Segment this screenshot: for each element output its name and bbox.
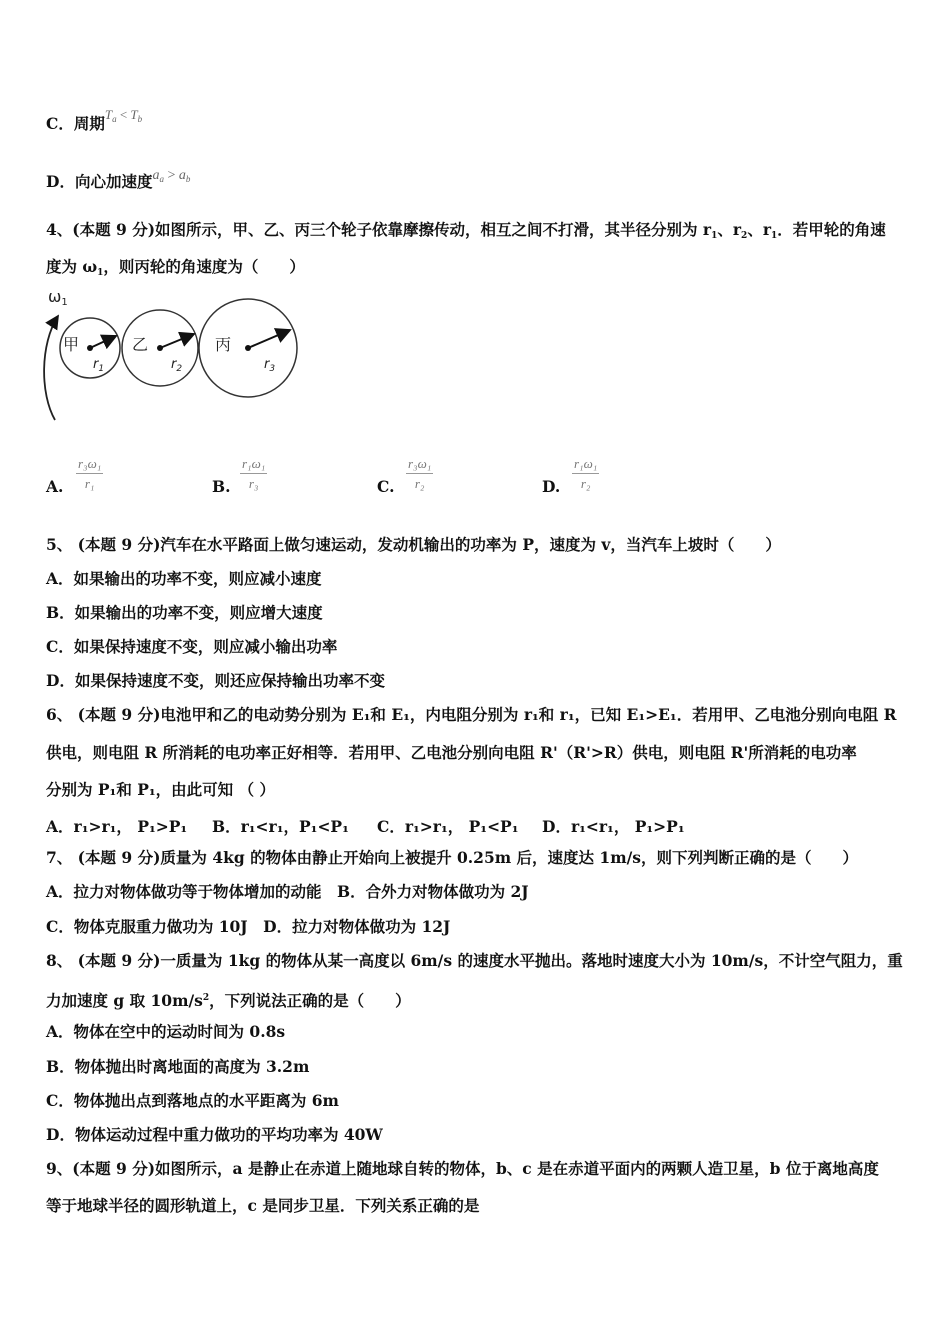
q8-stem-line2	[46, 988, 411, 1011]
q4-line1-tail2: 、r	[747, 220, 771, 239]
q8-stem-line1: 8、 (本题 9 分)一质量为 1kg 的物体从某一高度以 6m/s 的速度水平抛出。落地时速度大小为 10m/s，不计空气阻力，重	[46, 951, 903, 970]
q5-option-d: D．如果保持速度不变，则还应保持输出功率不变	[46, 671, 385, 690]
q4-option-b-den: r₃	[248, 476, 259, 491]
q4-sub3: 1	[770, 231, 778, 241]
q6-stem-line3: 分别为 P₁和 P₁，由此可知 （ ）	[46, 780, 275, 799]
q5-option-a: A．如果输出的功率不变，则应减小速度	[46, 569, 322, 588]
q3-option-d-math	[152, 168, 190, 183]
r1-label	[93, 357, 104, 374]
q7-options-cd: C．物体克服重力做功为 10J D．拉力对物体做功为 12J	[46, 917, 451, 936]
q8-option-a: A．物体在空中的运动时间为 0.8s	[46, 1022, 286, 1041]
q6-option-d: D．r₁<r₁， P₁>P₁	[542, 817, 685, 836]
q4-option-c-label: C.	[377, 477, 395, 496]
q6-option-b: B．r₁<r₁，P₁<P₁	[212, 817, 349, 836]
r2-label	[171, 357, 182, 374]
q4-option-b-fraction	[240, 456, 267, 492]
q4-sub2: 2	[741, 231, 748, 241]
q4-option-d-label: D.	[542, 477, 561, 496]
r1-symbol: r	[93, 357, 99, 372]
q8-option-b: B．物体抛出时离地面的高度为 3.2m	[46, 1057, 310, 1076]
q4-omega-sub: 1	[97, 268, 104, 278]
radius-arrow-r3	[248, 330, 290, 348]
r1-subscript: 1	[98, 364, 105, 374]
q3-option-c-label: C．周期	[46, 114, 105, 133]
q4-option-a-label: A.	[46, 477, 64, 496]
q4-line1-end: ．若甲轮的角速	[777, 220, 886, 239]
q4-option-c-num: r₃ω₁	[406, 456, 433, 474]
q8-line2-sup: 2	[202, 993, 210, 1003]
omega-label	[48, 287, 68, 308]
r2-symbol: r	[171, 357, 177, 372]
q6-option-c: C．r₁>r₁， P₁<P₁	[377, 817, 519, 836]
q5-stem: 5、 (本题 9 分)汽车在水平路面上做匀速运动，发动机输出的功率为 P，速度为 v，当汽车上坡时（ ）	[46, 535, 781, 554]
q4-stem-line1	[46, 220, 886, 246]
omega-symbol: ω	[48, 287, 62, 306]
rotation-arrow-icon	[44, 316, 58, 420]
wheel-bing-label: 丙	[215, 335, 232, 354]
q3-c-t-b: T	[130, 107, 138, 122]
wheels-diagram	[36, 284, 306, 424]
q7-options-ab: A．拉力对物体做功等于物体增加的动能 B．合外力对物体做功为 2J	[46, 882, 529, 901]
r3-subscript: 3	[269, 364, 276, 374]
q4-option-a-num: r₃ω₁	[76, 456, 103, 474]
q3-d-a-a: a	[152, 168, 160, 183]
q3-option-d-label: D．向心加速度	[46, 172, 153, 191]
q5-option-c: C．如果保持速度不变，则应减小输出功率	[46, 637, 338, 656]
radius-arrow-r1	[90, 336, 116, 348]
q3-d-a-b: a	[178, 168, 186, 183]
q6-option-a: A．r₁>r₁， P₁>P₁	[46, 817, 188, 836]
q4-option-b-label: B.	[212, 477, 231, 496]
q4-option-d-num: r₁ω₁	[572, 456, 599, 474]
q3-d-op: >	[163, 168, 179, 183]
q3-d-sub-b: b	[185, 174, 191, 184]
q7-stem: 7、 (本题 9 分)质量为 4kg 的物体由静止开始向上被提升 0.25m 后，速度达 1m/s，则下列判断正确的是（ ）	[46, 848, 858, 867]
q5-option-b: B．如果输出的功率不变，则应增大速度	[46, 603, 323, 622]
q4-line2-text: 度为 ω	[46, 257, 98, 276]
r3-symbol: r	[264, 357, 270, 372]
q4-option-a-den: r₁	[84, 476, 95, 491]
q9-stem-line2: 等于地球半径的圆形轨道上，c 是同步卫星．下列关系正确的是	[46, 1196, 480, 1215]
q3-option-c	[46, 107, 143, 139]
q3-d-sub-a: a	[159, 174, 164, 184]
q9-stem-line1: 9、(本题 9 分)如图所示，a 是静止在赤道上随地球自转的物体，b、c 是在赤道平面内的两颗人造卫星，b 位于离地高度	[46, 1159, 879, 1178]
q4-sub1: 1	[711, 231, 718, 241]
r2-subscript: 2	[176, 364, 183, 374]
q3-c-op: <	[116, 107, 131, 122]
q4-option-d-fraction	[572, 456, 599, 492]
q4-option-b-num: r₁ω₁	[240, 456, 267, 474]
r3-label	[264, 357, 275, 374]
q3-c-sub-a: a	[112, 114, 117, 124]
q4-line1-tail: 、r	[717, 220, 742, 239]
q3-option-c-math	[105, 107, 142, 122]
q4-option-d-den: r₂	[580, 476, 591, 491]
q8-option-c: C．物体抛出点到落地点的水平距离为 6m	[46, 1091, 339, 1110]
q6-stem-line1: 6、 (本题 9 分)电池甲和乙的电动势分别为 E₁和 E₁，内电阻分别为 r₁和 r₁，已知 E₁>E₁．若用甲、乙电池分别向电阻 R	[46, 705, 897, 724]
q4-option-c-den: r₂	[414, 476, 425, 491]
radius-arrow-r2	[160, 334, 194, 348]
q8-line2-post: ，下列说法正确的是（ ）	[209, 991, 411, 1010]
q4-option-c-fraction	[406, 456, 433, 492]
q8-option-d: D．物体运动过程中重力做功的平均功率为 40W	[46, 1125, 383, 1144]
q3-c-t-a: T	[104, 107, 113, 122]
wheel-jia-label: 甲	[63, 335, 80, 354]
q3-option-d	[46, 168, 191, 197]
omega-subscript: 1	[61, 297, 68, 308]
q4-option-a-fraction	[76, 456, 103, 492]
wheel-yi-label: 乙	[132, 335, 149, 354]
q4-stem-line2	[46, 257, 305, 283]
q8-line2-pre: 力加速度 g 取 10m/s	[46, 991, 203, 1010]
q6-stem-line2: 供电，则电阻 R 所消耗的电功率正好相等．若用甲、乙电池分别向电阻 R'（R'>R）供电，则电阻 R'所消耗的电功率	[46, 743, 857, 762]
q4-line1-text: 4、(本题 9 分)如图所示，甲、乙、丙三个轮子依靠摩擦传动，相互之间不打滑，其半径分别为 r	[46, 220, 712, 239]
q4-line2-end: ，则丙轮的角速度为（ ）	[103, 257, 305, 276]
q3-c-sub-b: b	[137, 114, 143, 124]
